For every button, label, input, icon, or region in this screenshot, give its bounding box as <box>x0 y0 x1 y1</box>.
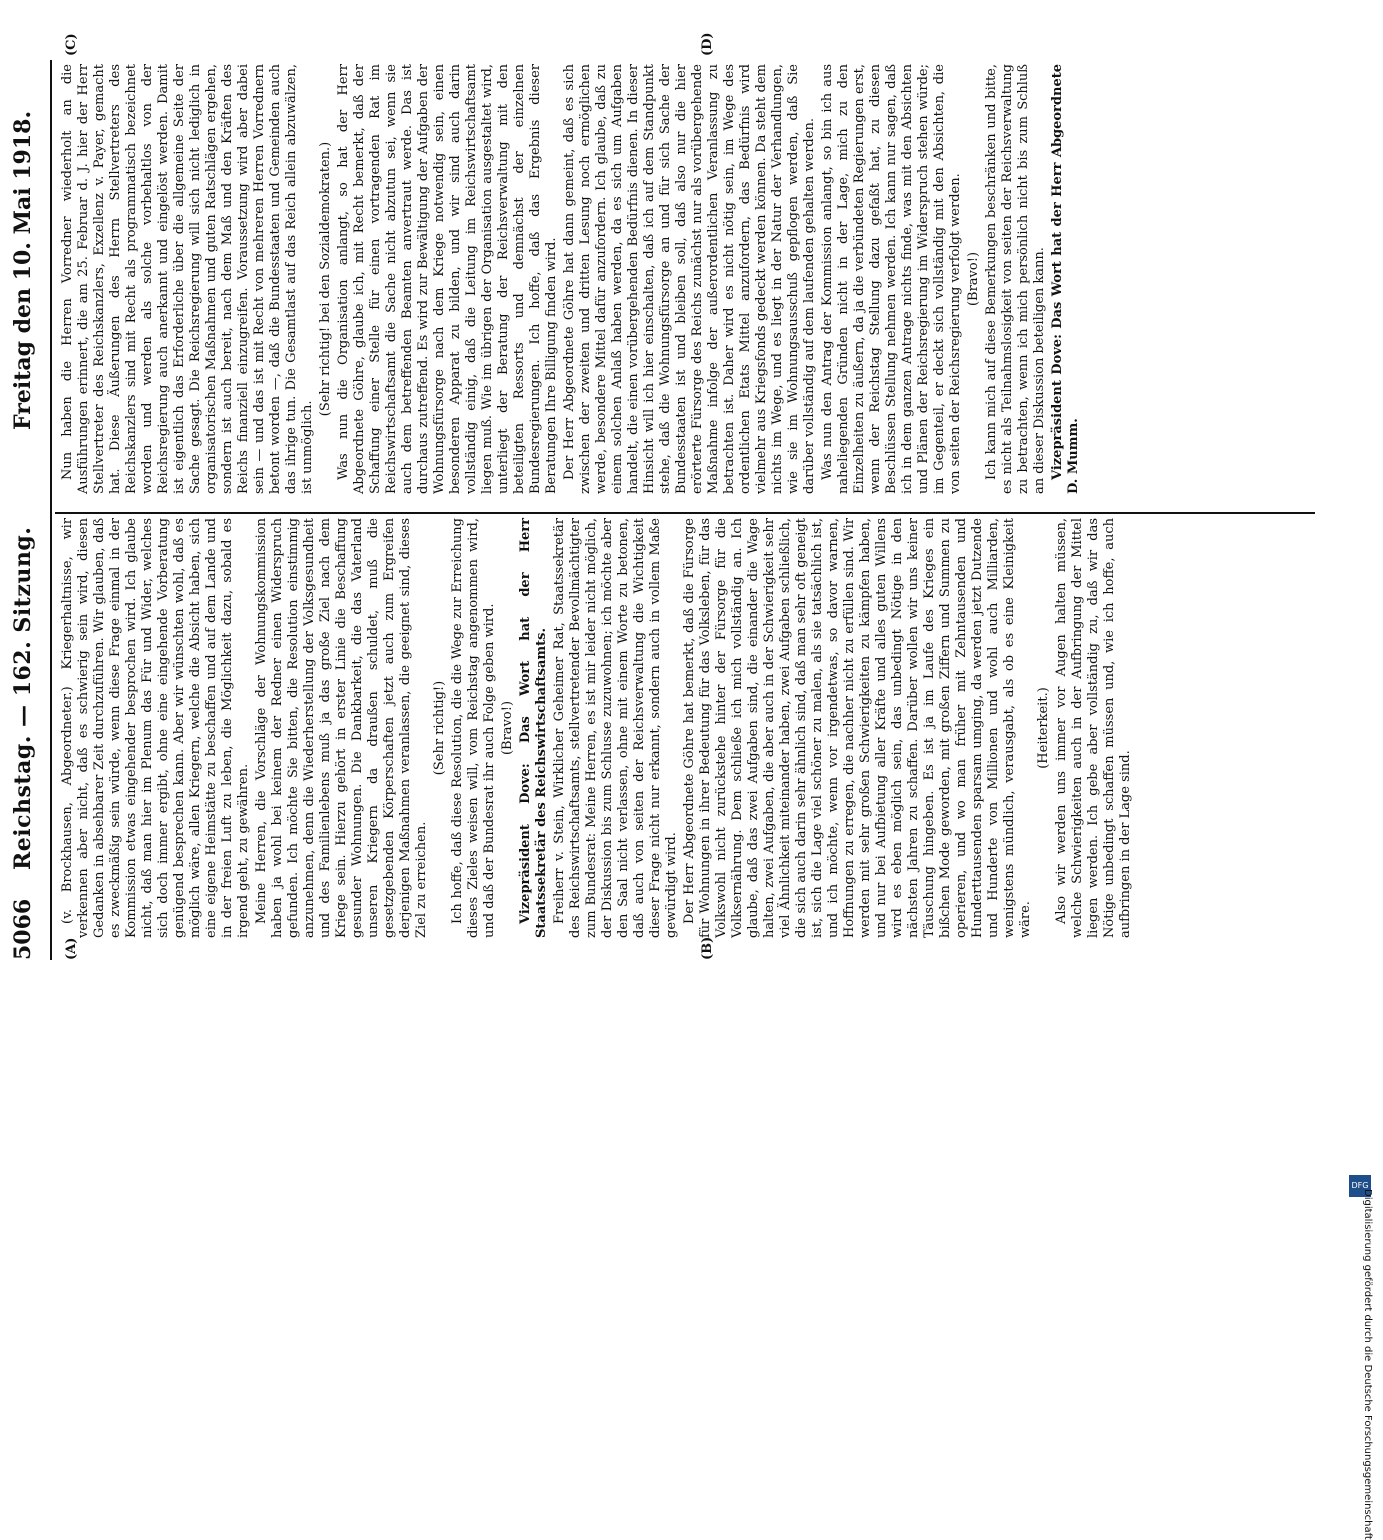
paragraph: Der Herr Abgeordnete Göhre hat dann gemeint, daß es sich zwischen der zweiten und dritten Lesung noch ermöglichen werde, besondere Mittel dafür anzufordern. Ich glaube, daß zu einem solchen Anlaß haben werden, da es sich um Aufgaben handelt, die einen vorübergehenden Bedürfnis dienen. In dieser Hinsicht will ich hier einschalten, daß ich auf dem Standpunkt stehe, daß die Wohnungsfürsorge an und für sich Sache der Bundesstaaten ist und bleiben soll, daß also nur die hier erörterte Fürsorge des Reichs zunächst nur als vorübergehende Maßnahme infolge der außerordentlichen Veranlassung zu betrachten ist. Daher wird es nicht nötig sein, im Wege des ordentlichen Etats Mittel anzufordern, das Bedürfnis wird vielmehr aus Kriegsfonds gedeckt werden können. Da steht dem nichts im Wege, und es liegt in der Natur der Verhandlungen, wie sie im Wohnungsausschuß gepflogen werden, daß Sie darüber vollständig auf dem laufenden gehalten werden. <box>562 64 817 494</box>
credit-text: Digitalisierung gefördert durch die Deutsche Forschungsgemeinschaft <box>1362 1189 1373 1540</box>
paragraph: Nun haben die Herren Vorredner wiederholt an die Ausführungen erinnert, die am 25. Februar d. J. hier der Herr Stellvertreter des Reichskanzlers, Exzellenz v. Payer, gemacht hat. Diese Äußerungen des Herrn Stellvertreters des Reichskanzlers sind mit Recht als programmatisch bezeichnet worden und werden als solche vorbehaltlos von der Reichsregierung auch anerkannt und eingelöst werden. Damit ist eigentlich das Erforderliche über die allgemeine Seite der Sache gesagt. Die Reichsregierung will sich nicht lediglich in organisatorischen Maßnahmen und guten Ratschlägen ergehen, sondern ist auch bereit, nach dem Maß und den Kräften des Reichs finanziell einzugreifen. Voraussetzung wird aber dabei sein — und das ist mit Recht von mehreren Herren Vorrednern betont worden —, daß die Bundesstaaten und Gemeinden auch das ihrige tun. Die Gesamtlast auf das Reich allein abzuwälzen, ist unmöglich. <box>60 64 315 494</box>
column-divider <box>55 512 1315 514</box>
header-rule <box>50 60 52 960</box>
page-number: 5066 <box>10 898 36 960</box>
interjection: (Bravo!) <box>966 251 981 307</box>
session-date: Freitag den 10. Mai 1918. <box>10 110 36 430</box>
digitization-credit <box>1349 1175 1373 1540</box>
page-header <box>6 60 48 960</box>
interjection: (Heiterkeit.) <box>1036 687 1051 769</box>
paragraph: Ich hoffe, daß diese Resolution, die die Wege zur Erreichung dieses Zieles weisen will, vom Reichstag angenommen wird, und daß der Bundesrat ihr auch Folge geben wird. <box>450 518 497 938</box>
paragraph: Also wir werden uns immer vor Augen halten müssen, welche Schwierigkeiten auch in der Aufbringung der Mittel liegen werden. Ich gebe aber vollständig zu, daß wir das Nötige unbedingt schaffen müssen und, wie ich hoffe, auch aufbringen in der Lage sind. <box>1054 518 1133 938</box>
interjection: (Sehr richtig! bei den Sozialdemokraten.) <box>318 141 333 417</box>
speaker-line: Vizepräsident Dove: Das Wort hat der Herr Staatssekretär des Reichswirtschaftsamts. <box>518 518 549 938</box>
speaker-line: Vizepräsident Dove: Das Wort hat der Herr Abgeordnete D. Mumm. <box>1050 64 1081 494</box>
right-column <box>60 64 1084 494</box>
dfg-logo: DFG <box>1349 1175 1371 1197</box>
left-column <box>60 518 1136 938</box>
paragraph: Ich kann mich auf diese Bemerkungen beschränken und bitte, es nicht als Teilnahmslosigkeit von seiten der Reichsverwaltung zu betrachten, wenn ich mich persönlich nicht bis zum Schluß an dieser Diskussion beteiligen kann. <box>984 64 1047 494</box>
paragraph: (v. Brockhausen, Abgeordneter.) Kriegerhaltnisse, wir verkennen aber nicht, daß es schwierig sein wird, diesen Gedanken in absehbarer Zeit durchzuführen. Wir glauben, daß es zweckmäßig sein würde, wenn diese Frage einmal in der Kommission etwas eingehender besprochen wird. Ich glaube nicht, daß man hier im Plenum das Für und Wider, welches sich doch immer ergibt, ohne eine eingehende Vorberatung genügend besprechen kann. Aber wir wünschten wohl, daß es möglich wäre, allen Kriegern, welche die Absicht haben, sich eine eigene Heimstätte zu beschaffen und auf dem Lande und in der freien Luft zu leben, die Möglichkeit dazu, sobald es irgend geht, zu gewähren. <box>60 518 251 938</box>
paragraph: Was nun die Organisation anlangt, so hat der Herr Abgeordnete Göhre, glaube ich, mit Recht bemerkt, daß der Schaffung einer Stelle für einen vortragenden Rat im Reichswirtschaftsamt die Sache nicht abzutun sei, wenn sie auch dem betreffenden Beamten anvertraut werde. Das ist durchaus zutreffend. Es wird zur Bewältigung der Aufgaben der Wohnungsfürsorge nach dem Kriege notwendig sein, einen besonderen Apparat zu bilden, und wir sind auch darin vollständig einig, daß die Leitung im Reichswirtschaftsamt liegen muß. Wie im übrigen der Organisation ausgestaltet wird, unterliegt der Beratung der Reichsverwaltung mit den beteiligten Ressorts und demnächst der einzelnen Bundesregierungen. Ich hoffe, daß das Ergebnis dieser Beratungen Ihre Billigung finden wird. <box>336 64 559 494</box>
paragraph: Was nun den Antrag der Kommission anlangt, so bin ich aus naheliegenden Gründen nicht in der Lage, mich zu den Einzelheiten zu äußern, da ja die verbündeten Regierungen erst, wenn der Reichstag Stellung dazu gefaßt hat, zu diesen Beschlüssen Stellung nehmen werden. Ich kann nur sagen, daß ich in dem ganzen Antrage nichts finde, was mit den Absichten und Plänen der Reichsregierung im Widerspruch stehen würde; im Gegenteil, er deckt sich vollständig mit den Absichten, die von seiten der Reichsregierung verfolgt werden. <box>820 64 963 494</box>
paragraph: Meine Herren, die Vorschläge der Wohnungskommission haben ja wohl bei keinem der Redner einen Widerspruch gefunden. Ich möchte Sie bitten, die Resolution einstimmig anzunehmen, denn die Wiederherstellung der Volksgesundheit und des Familienlebens muß ja das große Ziel nach dem Kriege sein. Hierzu gehört in erster Linie die Beschaffung gesunder Wohnungen. Die Dankbarkeit, die das Vaterland unseren Kriegern da draußen schuldet, muß die gesetzgebenden Körperschaften jetzt auch zum Ergreifen derjenigen Maßnahmen veranlassen, die geeignet sind, dieses Ziel zu erreichen. <box>254 518 429 938</box>
margin-marker-a: (A) <box>64 937 79 960</box>
margin-marker-d: (D) <box>700 32 715 56</box>
paragraph: Der Herr Abgeordnete Göhre hat bemerkt, daß die Fürsorge für Wohnungen in ihrer Bedeutung für das Volksleben, für das Volkswohl nicht zurückstehe hinter der Fürsorge für die Volksernährung. Dem schließe ich mich vollständig an. Ich glaube, daß das zwei Aufgaben sind, die einander die Wage halten, zwei Aufgaben, die aber auch in der Schwierigkeit sehr viel Ähnlichkeit miteinander haben, zwei Aufgaben schließlich, die sich auch darin sehr ähnlich sind, daß man sehr oft geneigt ist, sich die Lage viel schöner zu malen, als sie tatsächlich ist, und ich möchte, wenn vor irgendetwas, so davor warnen, Hoffnungen zu erregen, die nachher nicht zu erfüllen sind. Wir werden mit sehr großen Schwierigkeiten zu kämpfen haben, und nur bei Aufbietung aller Kräfte und alles guten Willens wird es eben möglich sein, das unbedingt Nötige in den nächsten Jahren zu schaffen. Darüber wollen wir uns keiner Täuschung hingeben. Es ist ja im Laufe des Krieges ein bißchen Mode geworden, mit großen Ziffern und Summen zu operieren, und wo man früher mit Zehntausenden und Hunderttausenden sparsam umging, da werden jetzt Dutzende und Hunderte von Millionen und wohl auch Milliarden, wenigstens mündlich, verausgabt, als ob es eine Kleinigkeit wäre. <box>682 518 1033 938</box>
interjection: (Sehr richtig!) <box>432 680 447 776</box>
margin-marker-c: (C) <box>64 33 79 56</box>
paragraph: Freiherr v. Stein, Wirklicher Geheimer Rat, Staatssekretär des Reichswirtschaftsamts, stellvertretender Bevollmächtigter zum Bundesrat: Meine Herren, es ist mir leider nicht möglich, der Diskussion bis zum Schlusse zuzuwohnen; ich möchte aber den Saal nicht verlassen, ohne mit einem Worte zu betonen, daß auch von seiten der Reichsverwaltung die Wichtigkeit dieser Frage nicht nur erkannt, sondern auch in vollem Maße gewürdigt wird. <box>552 518 679 938</box>
margin-marker-b: (B) <box>700 936 715 960</box>
running-title: Reichstag. — 162. Sitzung. <box>10 526 36 870</box>
interjection: (Bravo!) <box>500 700 515 756</box>
